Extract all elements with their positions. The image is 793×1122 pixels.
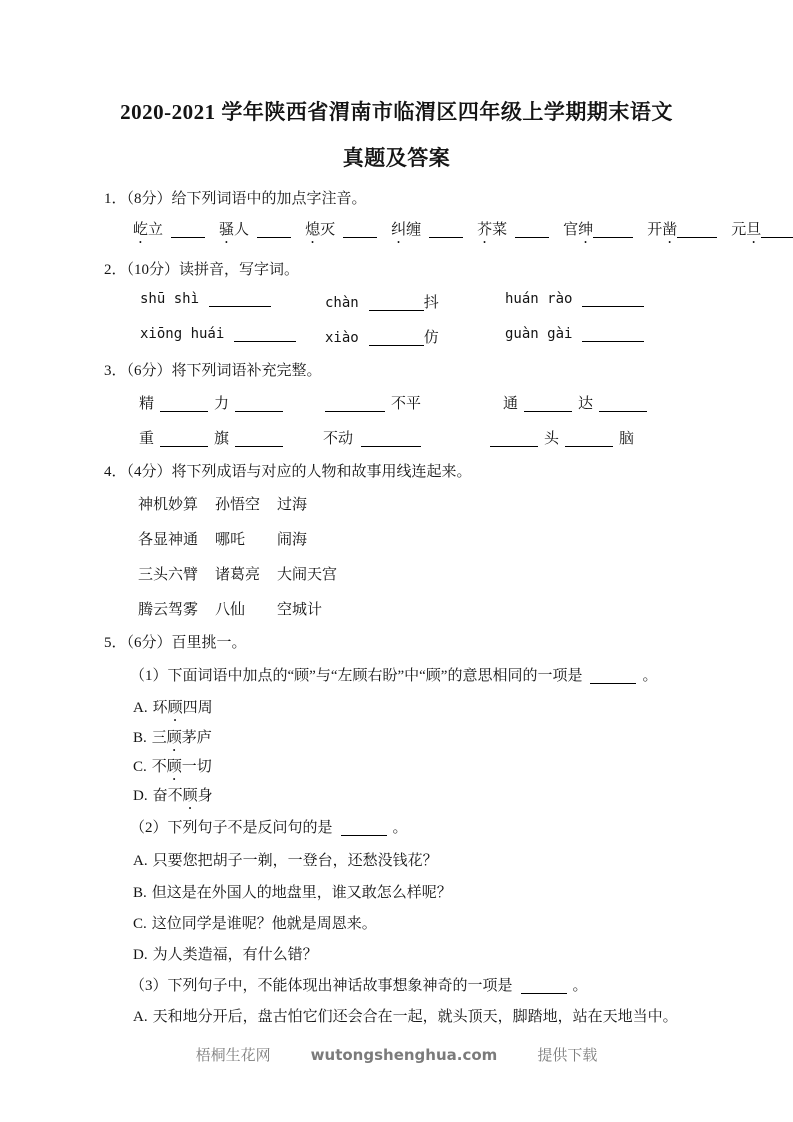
q5-sub1-option-a: A. 环顾四周: [133, 700, 213, 716]
answer-blank: [521, 989, 567, 994]
answer-blank: [361, 442, 421, 447]
q1-blank-8: [761, 233, 793, 238]
q3-item: 头 脑: [490, 427, 634, 448]
q5-sub3-stem: （3）下列句子中，不能体现出神话故事想象神奇的一项是 。: [130, 978, 588, 994]
footer-site-url: wutongshenghua.com: [310, 1046, 498, 1064]
page-title-line2: 真题及答案: [342, 146, 451, 170]
q1-word-5: 芥菜: [477, 222, 508, 238]
q5-sub1-option-d: D. 奋不顾身: [133, 788, 213, 804]
answer-blank: [325, 407, 385, 412]
q1-blank-1: [171, 233, 205, 238]
q1-words-line: [133, 220, 793, 247]
answer-blank: [341, 831, 387, 836]
q3-item: 精 力: [139, 392, 283, 413]
pinyin-label: shū shì: [140, 291, 200, 307]
q1-blank-3: [343, 233, 377, 238]
q4-stem: 4．（4分）将下列成语与对应的人物和故事用线连起来。: [104, 464, 472, 480]
pinyin-label: xiào: [325, 330, 359, 346]
q1-word-6: 官绅: [563, 222, 594, 238]
answer-blank: [599, 407, 647, 412]
page-footer: [0, 1045, 793, 1066]
q3-item: 不平: [325, 392, 421, 413]
q5-sub1-option-b: B. 三顾茅庐: [133, 730, 212, 746]
q1-blank-4: [429, 233, 463, 238]
q1-blank-6: [593, 233, 633, 238]
answer-blank: [160, 442, 208, 447]
q4-idiom: 神机妙算: [138, 497, 199, 513]
q4-idiom: 三头六臂: [138, 567, 199, 583]
q1-blank-2: [257, 233, 291, 238]
q1-word-8: 元旦: [731, 222, 762, 238]
q4-idiom: 腾云驾雾: [138, 602, 199, 618]
q5-stem: 5．（6分）百里挑一。: [104, 635, 247, 651]
q3-item: 不动: [323, 427, 421, 448]
q2-item: [505, 326, 644, 343]
q5-sub2-option-a: A. 只要您把胡子一剃，一登台，还愁没钱花？: [133, 853, 438, 869]
pinyin-label: xiōng huái: [140, 326, 225, 342]
q5-sub1-stem: （1）下面词语中加点的“顾”与“左顾右盼”中“顾”的意思相同的一项是 。: [130, 668, 658, 684]
q5-sub2-option-d: D. 为人类造福，有什么错？: [133, 947, 318, 963]
q2-item: [505, 291, 644, 308]
answer-blank: [235, 442, 283, 447]
answer-blank: [524, 407, 572, 412]
q3-item: 重 旗: [139, 427, 283, 448]
answer-blank: [209, 302, 271, 307]
q1-word-1: 屹立: [133, 222, 164, 238]
answer-blank: [590, 679, 636, 684]
q5-sub2-option-c: C. 这位同学是谁呢？他就是周恩来。: [133, 916, 377, 932]
answer-blank: [565, 442, 613, 447]
q5-sub2-option-b: B. 但这是在外国人的地盘里，谁又敢怎么样呢？: [133, 885, 452, 901]
q4-figure: 孙悟空: [215, 497, 261, 513]
q2-item: [140, 291, 271, 308]
q2-item: chàn 抖: [325, 295, 439, 311]
q5-sub3-option-a: A. 天和地分开后，盘古怕它们还会合在一起，就头顶天，脚踏地，站在天地当中。: [133, 1009, 678, 1025]
pinyin-label: guàn gài: [505, 326, 573, 342]
q4-figure: 八仙: [215, 602, 246, 618]
q1-stem: 1．（8分）给下列词语中的加点字注音。: [104, 191, 367, 207]
pinyin-label: chàn: [325, 295, 359, 311]
q2-item: xiào 仿: [325, 330, 439, 346]
q4-figure: 哪吒: [215, 532, 246, 548]
q3-stem: 3．（6分）将下列词语补充完整。: [104, 363, 322, 379]
footer-action-text: 提供下载: [537, 1048, 598, 1064]
q5-sub2-stem: （2）下列句子不是反问句的是 。: [130, 820, 408, 836]
q1-word-7: 开凿: [647, 222, 678, 238]
q4-story: 空城计: [277, 602, 323, 618]
q1-word-2: 骚人: [219, 222, 250, 238]
q4-idiom: 各显神通: [138, 532, 199, 548]
q4-figure: 诸葛亮: [215, 567, 261, 583]
q4-story: 过海: [277, 497, 308, 513]
answer-blank: [369, 341, 424, 346]
answer-blank: [235, 407, 283, 412]
answer-blank: [369, 306, 424, 311]
q4-story: 大闹天宫: [277, 567, 338, 583]
q3-item: 通 达: [503, 392, 647, 413]
answer-blank: [490, 442, 538, 447]
footer-site-name: 梧桐生花网: [195, 1048, 271, 1064]
answer-blank: [582, 337, 644, 342]
q1-blank-7: [677, 233, 717, 238]
q2-item: [140, 326, 296, 343]
q4-story: 闹海: [277, 532, 308, 548]
q2-stem: 2．（10分）读拼音，写字词。: [104, 262, 300, 278]
answer-blank: [160, 407, 208, 412]
q5-sub1-option-c: C. 不顾一切: [133, 759, 212, 775]
answer-blank: [234, 337, 296, 342]
q1-word-4: 纠缠: [391, 222, 422, 238]
pinyin-label: huán rào: [505, 291, 573, 307]
q1-blank-5: [515, 233, 549, 238]
page-title-line1: 2020-2021 学年陕西省渭南市临渭区四年级上学期期末语文: [120, 100, 673, 124]
q1-word-3: 熄灭: [305, 222, 336, 238]
answer-blank: [582, 302, 644, 307]
